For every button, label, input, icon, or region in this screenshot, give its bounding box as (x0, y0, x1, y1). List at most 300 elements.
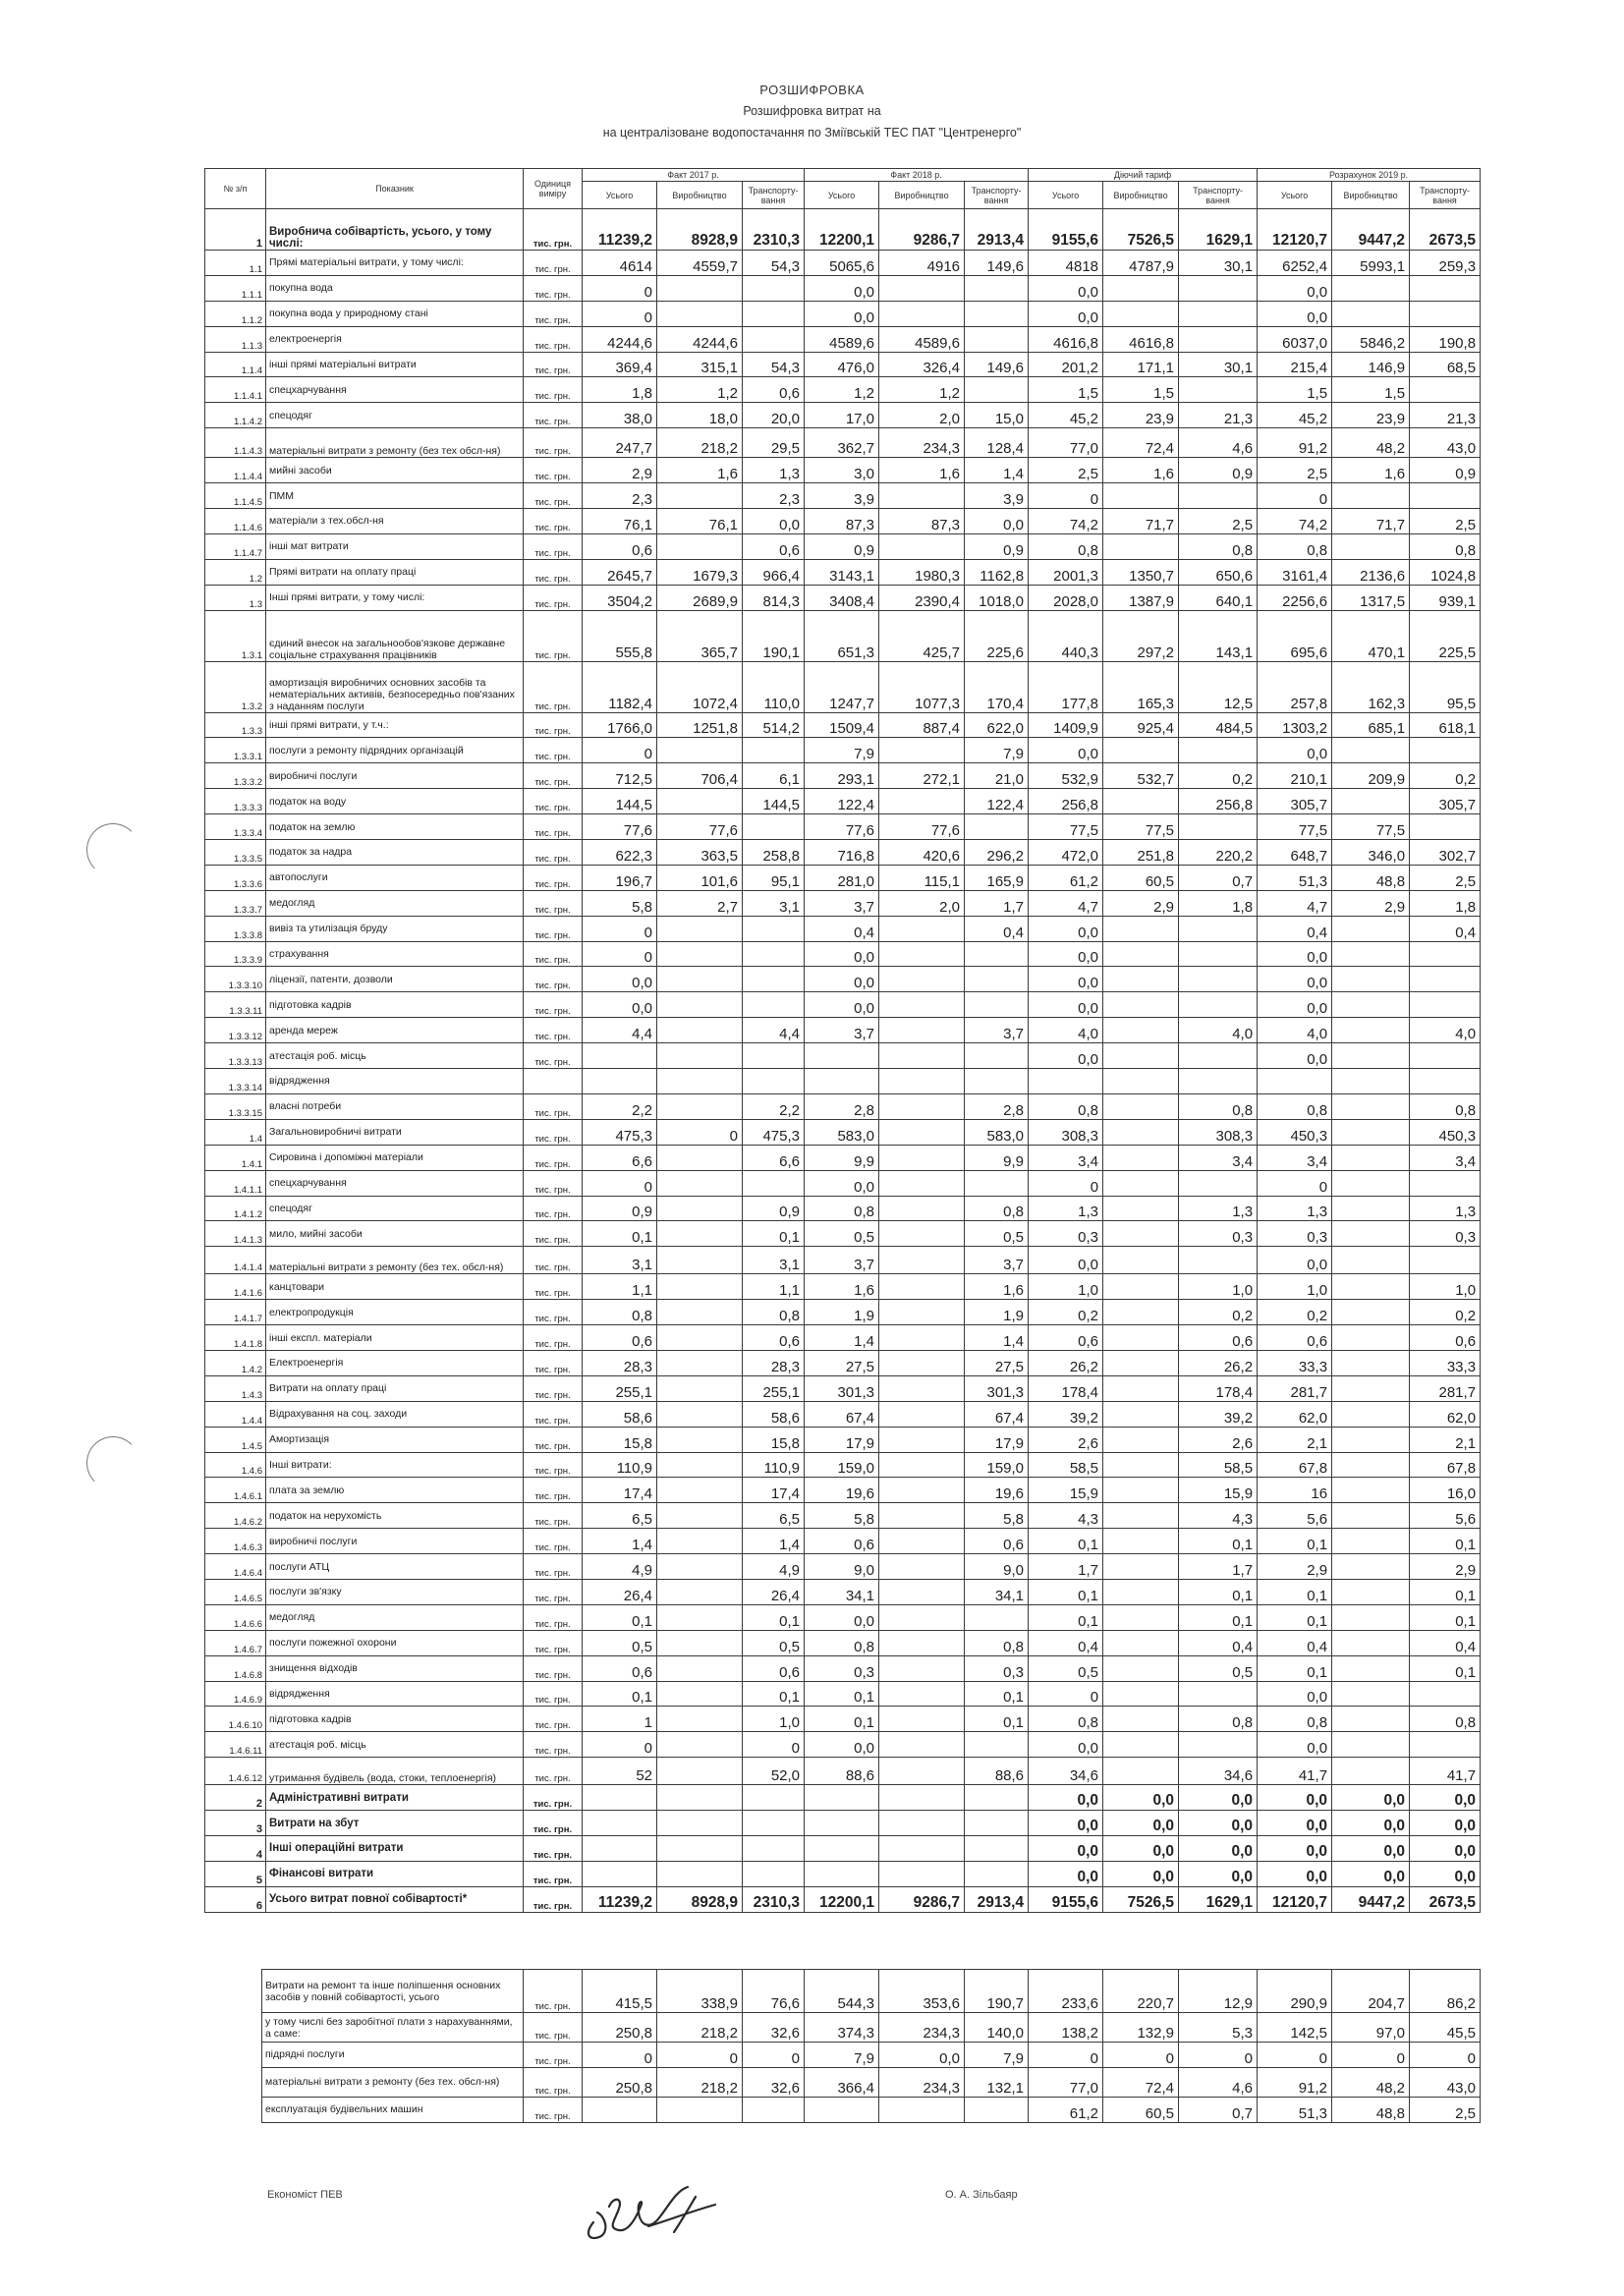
row-value: 0,6 (965, 1529, 1029, 1554)
row-value: 77,5 (1103, 814, 1179, 840)
row-value: 234,3 (879, 2067, 965, 2097)
row-value: 2,3 (583, 483, 657, 509)
table-row (205, 1579, 1481, 1604)
table-row (205, 1325, 1481, 1351)
row-value: 0 (1179, 2043, 1258, 2068)
row-value: 3,9 (805, 483, 879, 509)
row-value: 0,0 (1029, 275, 1103, 301)
row-value: 1766,0 (583, 712, 657, 738)
row-value: 12200,1 (805, 1886, 879, 1912)
row-value (657, 1785, 743, 1811)
row-value: 23,9 (1103, 403, 1179, 428)
row-value (1179, 916, 1258, 941)
row-value (583, 1835, 657, 1861)
row-unit: тис. грн. (524, 2097, 583, 2122)
row-label: автопослуги (266, 865, 524, 890)
row-value: 0,0 (805, 992, 879, 1018)
table-row (205, 1861, 1481, 1886)
row-value (1103, 1069, 1179, 1094)
row-value (879, 967, 965, 992)
row-unit: тис. грн. (524, 890, 583, 916)
row-value: 425,7 (879, 610, 965, 661)
row-value: 0,1 (1258, 1655, 1332, 1681)
row-value: 338,9 (657, 1970, 743, 2013)
row-unit: тис. грн. (524, 1886, 583, 1912)
row-label: інші прямі витрати, у т.ч.: (266, 712, 524, 738)
row-number: 1.3.3.5 (205, 840, 266, 866)
row-value: 45,2 (1029, 403, 1103, 428)
row-value (1332, 1604, 1410, 1630)
row-unit: тис. грн. (524, 1811, 583, 1836)
row-number: 1.3.3.7 (205, 890, 266, 916)
row-value: 15,9 (1179, 1478, 1258, 1503)
row-value: 3,4 (1258, 1145, 1332, 1170)
row-value (879, 2097, 965, 2122)
row-unit: тис. грн. (524, 992, 583, 1018)
row-value: 296,2 (965, 840, 1029, 866)
row-number: 1.3.2 (205, 661, 266, 712)
row-value: 6252,4 (1258, 251, 1332, 276)
group-header-calc-2019: Розрахунок 2019 р. (1258, 169, 1481, 182)
row-value: 0,8 (805, 1630, 879, 1655)
row-value: 1024,8 (1410, 559, 1481, 585)
row-number: 1.4.3 (205, 1375, 266, 1401)
row-value: 97,0 (1332, 2013, 1410, 2043)
row-label: податок за надра (266, 840, 524, 866)
row-value: 301,3 (965, 1375, 1029, 1401)
row-value: 966,4 (743, 559, 805, 585)
row-value: 0,0 (1410, 1785, 1481, 1811)
doc-subheading: Розшифровка витрат на (743, 104, 881, 118)
row-value (879, 1043, 965, 1069)
row-value: 308,3 (1179, 1119, 1258, 1145)
row-value: 4616,8 (1103, 326, 1179, 352)
row-value: 1,3 (1410, 1196, 1481, 1221)
row-value: 0,0 (1258, 967, 1332, 992)
row-value: 0,0 (1332, 1835, 1410, 1861)
row-value (965, 1811, 1029, 1836)
row-unit: тис. грн. (524, 1375, 583, 1401)
table-row (205, 738, 1481, 763)
row-value: 3,7 (965, 1247, 1029, 1274)
row-value: 1,5 (1029, 377, 1103, 403)
row-value: 165,9 (965, 865, 1029, 890)
table-row (205, 1681, 1481, 1707)
row-label: власні потреби (266, 1093, 524, 1119)
row-value: 0,0 (1029, 992, 1103, 1018)
row-value (1332, 1478, 1410, 1503)
row-value: 3,0 (805, 458, 879, 483)
table-row (205, 483, 1481, 509)
row-value (1103, 1247, 1179, 1274)
row-value: 618,1 (1410, 712, 1481, 738)
row-number: 1.4.6.4 (205, 1554, 266, 1580)
row-unit: тис. грн. (524, 428, 583, 458)
row-value: 0,0 (1179, 1785, 1258, 1811)
row-value (965, 1170, 1029, 1196)
row-value (805, 1043, 879, 1069)
row-value: 0,8 (1410, 533, 1481, 559)
row-value (583, 1069, 657, 1094)
row-value: 1 (583, 1707, 657, 1732)
row-value (1103, 483, 1179, 509)
row-value: 2,3 (743, 483, 805, 509)
table-row (205, 1707, 1481, 1732)
row-value: 0,0 (1029, 738, 1103, 763)
row-number: 1.3 (205, 585, 266, 610)
table-row (205, 1300, 1481, 1325)
row-value (1103, 1401, 1179, 1427)
row-value (1332, 1300, 1410, 1325)
row-value: 5,8 (965, 1503, 1029, 1529)
row-label: плата за землю (266, 1478, 524, 1503)
row-value (1332, 1758, 1410, 1785)
row-value: 7526,5 (1103, 209, 1179, 251)
row-value: 1,0 (743, 1707, 805, 1732)
row-value: 2673,5 (1410, 1886, 1481, 1912)
row-value (1332, 483, 1410, 509)
row-value (1410, 301, 1481, 326)
row-value: 67,4 (965, 1401, 1029, 1427)
row-value: 27,5 (965, 1350, 1029, 1375)
row-value: 0 (583, 2043, 657, 2068)
row-value: 301,3 (805, 1375, 879, 1401)
row-value (657, 992, 743, 1018)
row-value: 2,7 (657, 890, 743, 916)
row-label: податок на землю (266, 814, 524, 840)
row-value (657, 1247, 743, 1274)
row-value: 1,3 (743, 458, 805, 483)
row-number: 1.4.1.7 (205, 1300, 266, 1325)
row-value: 178,4 (1029, 1375, 1103, 1401)
row-label: спецодяг (266, 403, 524, 428)
row-label: матеріальні витрати з ремонту (без тех. обсл-ня) (266, 1247, 524, 1274)
row-unit: тис. грн. (524, 1018, 583, 1043)
row-value: 0,5 (1029, 1655, 1103, 1681)
row-unit: тис. грн. (524, 967, 583, 992)
row-value: 365,7 (657, 610, 743, 661)
row-value (657, 1579, 743, 1604)
row-unit: тис. грн. (524, 209, 583, 251)
row-value (1332, 275, 1410, 301)
row-value: 0,0 (805, 941, 879, 967)
row-value: 9,9 (805, 1145, 879, 1170)
row-value: 0,3 (1179, 1221, 1258, 1247)
table-row (205, 559, 1481, 585)
sub-header-total: Усього (1029, 182, 1103, 209)
row-value: 3161,4 (1258, 559, 1332, 585)
row-value: 3,1 (743, 890, 805, 916)
row-value (1410, 814, 1481, 840)
row-label: аренда мереж (266, 1018, 524, 1043)
sub-header-production: Виробництво (657, 182, 743, 209)
row-value (1179, 1732, 1258, 1758)
row-value (805, 2097, 879, 2122)
row-number: 1.4.4 (205, 1401, 266, 1427)
row-value: 34,1 (965, 1579, 1029, 1604)
row-value: 0,3 (1410, 1221, 1481, 1247)
row-number: 1.4.1.3 (205, 1221, 266, 1247)
row-value (1332, 1401, 1410, 1427)
col-no-header: № з/п (205, 169, 266, 209)
row-value: 171,1 (1103, 352, 1179, 377)
table-row (205, 1886, 1481, 1912)
row-value: 1072,4 (657, 661, 743, 712)
row-value (1179, 1043, 1258, 1069)
row-value: 2,0 (879, 890, 965, 916)
row-value: 32,6 (743, 2067, 805, 2097)
row-value: 0,1 (1029, 1604, 1103, 1630)
row-value (879, 1655, 965, 1681)
row-value: 0 (1029, 1681, 1103, 1707)
row-value (1332, 789, 1410, 814)
row-value: 0,5 (583, 1630, 657, 1655)
row-value: 43,0 (1410, 428, 1481, 458)
row-value: 9286,7 (879, 209, 965, 251)
row-value (657, 1170, 743, 1196)
row-value: 0,6 (805, 1529, 879, 1554)
row-value: 4818 (1029, 251, 1103, 276)
row-value: 420,6 (879, 840, 965, 866)
row-value: 0,0 (1029, 967, 1103, 992)
row-label: Виробнича собівартість, усього, у тому числі: (266, 209, 524, 251)
row-value: 305,7 (1258, 789, 1332, 814)
row-value: 1,0 (1258, 1274, 1332, 1300)
row-value: 0,4 (1258, 916, 1332, 941)
row-value: 32,6 (743, 2013, 805, 2043)
row-number: 1.3.3 (205, 712, 266, 738)
table-row (205, 1732, 1481, 1758)
row-value: 220,7 (1103, 1970, 1179, 2013)
row-value: 0,0 (1103, 1785, 1179, 1811)
row-label: Інші операційні витрати (266, 1835, 524, 1861)
row-label: медогляд (266, 890, 524, 916)
row-value: 86,2 (1410, 1970, 1481, 2013)
row-number: 1 (205, 209, 266, 251)
row-value (1332, 1554, 1410, 1580)
table-row (205, 1018, 1481, 1043)
row-value: 0 (1332, 2043, 1410, 2068)
row-value: 144,5 (583, 789, 657, 814)
row-value: 45,2 (1258, 403, 1332, 428)
row-value: 0,1 (1029, 1529, 1103, 1554)
row-value (743, 1785, 805, 1811)
doc-heading: РОЗШИФРОВКА (759, 83, 865, 97)
row-value: 2,5 (1410, 2097, 1481, 2122)
punch-hole-bottom (86, 1436, 140, 1489)
row-value (1332, 1707, 1410, 1732)
row-value (1103, 941, 1179, 967)
row-value (1103, 1503, 1179, 1529)
row-value: 514,2 (743, 712, 805, 738)
row-value (879, 1119, 965, 1145)
row-label: матеріали з тех.обсл-ня (266, 509, 524, 534)
row-value: 650,6 (1179, 559, 1258, 585)
row-value (583, 2097, 657, 2122)
row-value: 2,5 (1258, 458, 1332, 483)
row-unit: тис. грн. (524, 789, 583, 814)
row-value: 0,4 (1258, 1630, 1332, 1655)
row-value: 27,5 (805, 1350, 879, 1375)
row-value: 366,4 (805, 2067, 879, 2097)
row-value (1103, 992, 1179, 1018)
row-label: спецхарчування (266, 1170, 524, 1196)
row-number: 1.4.1.6 (205, 1274, 266, 1300)
row-value: 0,8 (965, 1630, 1029, 1655)
row-value: 415,5 (583, 1970, 657, 2013)
row-value: 712,5 (583, 763, 657, 789)
row-value (657, 1503, 743, 1529)
row-value: 5993,1 (1332, 251, 1410, 276)
row-value: 1629,1 (1179, 1886, 1258, 1912)
row-value (965, 377, 1029, 403)
row-unit: тис. грн. (524, 1145, 583, 1170)
row-value: 4,0 (1258, 1018, 1332, 1043)
row-value: 19,6 (805, 1478, 879, 1503)
row-value: 2001,3 (1029, 559, 1103, 585)
row-value: 225,5 (1410, 610, 1481, 661)
row-value (965, 275, 1029, 301)
row-value: 0,0 (1258, 992, 1332, 1018)
row-value: 52,0 (743, 1758, 805, 1785)
row-value: 0,0 (1258, 275, 1332, 301)
row-value: 1,3 (1029, 1196, 1103, 1221)
row-value: 0 (1103, 2043, 1179, 2068)
row-unit: тис. грн. (524, 1732, 583, 1758)
row-label: матеріальні витрати з ремонту (без тех. обсл-ня) (262, 2067, 524, 2097)
row-value (879, 1630, 965, 1655)
row-value (805, 1835, 879, 1861)
row-value (1332, 1145, 1410, 1170)
row-value: 648,7 (1258, 840, 1332, 866)
row-value: 2,8 (805, 1093, 879, 1119)
row-value (879, 1247, 965, 1274)
row-value: 1,5 (1332, 377, 1410, 403)
row-value: 1,2 (657, 377, 743, 403)
row-value: 0,4 (1410, 1630, 1481, 1655)
row-value: 3,9 (965, 483, 1029, 509)
row-value: 17,0 (805, 403, 879, 428)
row-value: 2,2 (583, 1093, 657, 1119)
row-value: 0,9 (805, 533, 879, 559)
row-value (1332, 916, 1410, 941)
row-value (657, 1325, 743, 1351)
row-value: 26,4 (583, 1579, 657, 1604)
table-row (205, 840, 1481, 866)
row-value: 77,5 (1332, 814, 1410, 840)
row-value (1332, 1452, 1410, 1478)
table-row (205, 1170, 1481, 1196)
row-value: 532,9 (1029, 763, 1103, 789)
row-value: 4614 (583, 251, 657, 276)
row-value: 12,5 (1179, 661, 1258, 712)
row-value: 0,0 (1179, 1861, 1258, 1886)
row-unit: тис. грн. (524, 1221, 583, 1247)
row-value (743, 1170, 805, 1196)
row-value: 814,3 (743, 585, 805, 610)
row-label: покупна вода у природному стані (266, 301, 524, 326)
row-unit: тис. грн. (524, 1093, 583, 1119)
row-value (879, 533, 965, 559)
row-value (743, 738, 805, 763)
table-row (205, 1529, 1481, 1554)
row-value (657, 1300, 743, 1325)
table-row (205, 1196, 1481, 1221)
row-value: 450,3 (1258, 1119, 1332, 1145)
row-value (1410, 275, 1481, 301)
row-value (1332, 1170, 1410, 1196)
row-value: 0,5 (805, 1221, 879, 1247)
row-value: 1,2 (805, 377, 879, 403)
row-value: 2,5 (1410, 509, 1481, 534)
row-label: Витрати на оплату праці (266, 1375, 524, 1401)
row-value: 374,3 (805, 2013, 879, 2043)
row-value (743, 1835, 805, 1861)
row-value: 716,8 (805, 840, 879, 866)
row-value (657, 1604, 743, 1630)
row-value: 0 (743, 1732, 805, 1758)
row-value: 0,8 (1258, 1707, 1332, 1732)
row-value: 0,0 (805, 1170, 879, 1196)
row-label: Фінансові витрати (266, 1861, 524, 1886)
row-value (583, 1811, 657, 1836)
row-value: 0,1 (1258, 1604, 1332, 1630)
row-value: 34,6 (1179, 1758, 1258, 1785)
row-value: 0,1 (583, 1221, 657, 1247)
row-unit: тис. грн. (524, 1529, 583, 1554)
row-value: 0,2 (1410, 1300, 1481, 1325)
row-value: 51,3 (1258, 2097, 1332, 2122)
sub-header-transport: Транспорту-вання (1179, 182, 1258, 209)
row-value (657, 1529, 743, 1554)
row-value: 0,0 (1410, 1811, 1481, 1836)
row-label: відрядження (266, 1069, 524, 1094)
row-value (657, 1861, 743, 1886)
group-header-fact-2017: Факт 2017 р. (583, 169, 805, 182)
row-value (657, 789, 743, 814)
row-label: підготовка кадрів (266, 992, 524, 1018)
row-value: 1,6 (965, 1274, 1029, 1300)
row-value: 1,9 (965, 1300, 1029, 1325)
row-value: 0,0 (743, 509, 805, 534)
row-unit: тис. грн. (524, 458, 583, 483)
row-value: 0,0 (1258, 1681, 1332, 1707)
row-unit: тис. грн. (524, 2043, 583, 2068)
row-value: 4589,6 (879, 326, 965, 352)
row-value: 234,3 (879, 428, 965, 458)
row-value: 41,7 (1258, 1758, 1332, 1785)
row-value: 140,0 (965, 2013, 1029, 2043)
row-number: 1.4.6.5 (205, 1579, 266, 1604)
row-value: 4244,6 (657, 326, 743, 352)
row-value: 178,4 (1179, 1375, 1258, 1401)
row-number: 1.1 (205, 251, 266, 276)
row-value: 71,7 (1332, 509, 1410, 534)
row-value (1103, 1093, 1179, 1119)
row-value (657, 1554, 743, 1580)
row-unit: тис. грн. (524, 1630, 583, 1655)
row-value: 255,1 (743, 1375, 805, 1401)
row-value: 0,0 (1258, 1247, 1332, 1274)
row-value (657, 738, 743, 763)
row-value: 17,9 (805, 1427, 879, 1452)
row-value: 0,7 (1179, 2097, 1258, 2122)
row-unit: тис. грн. (524, 251, 583, 276)
row-value: 1,4 (965, 458, 1029, 483)
group-header-current-tariff: Діючий тариф (1029, 169, 1258, 182)
row-value: 210,1 (1258, 763, 1332, 789)
row-value: 144,5 (743, 789, 805, 814)
